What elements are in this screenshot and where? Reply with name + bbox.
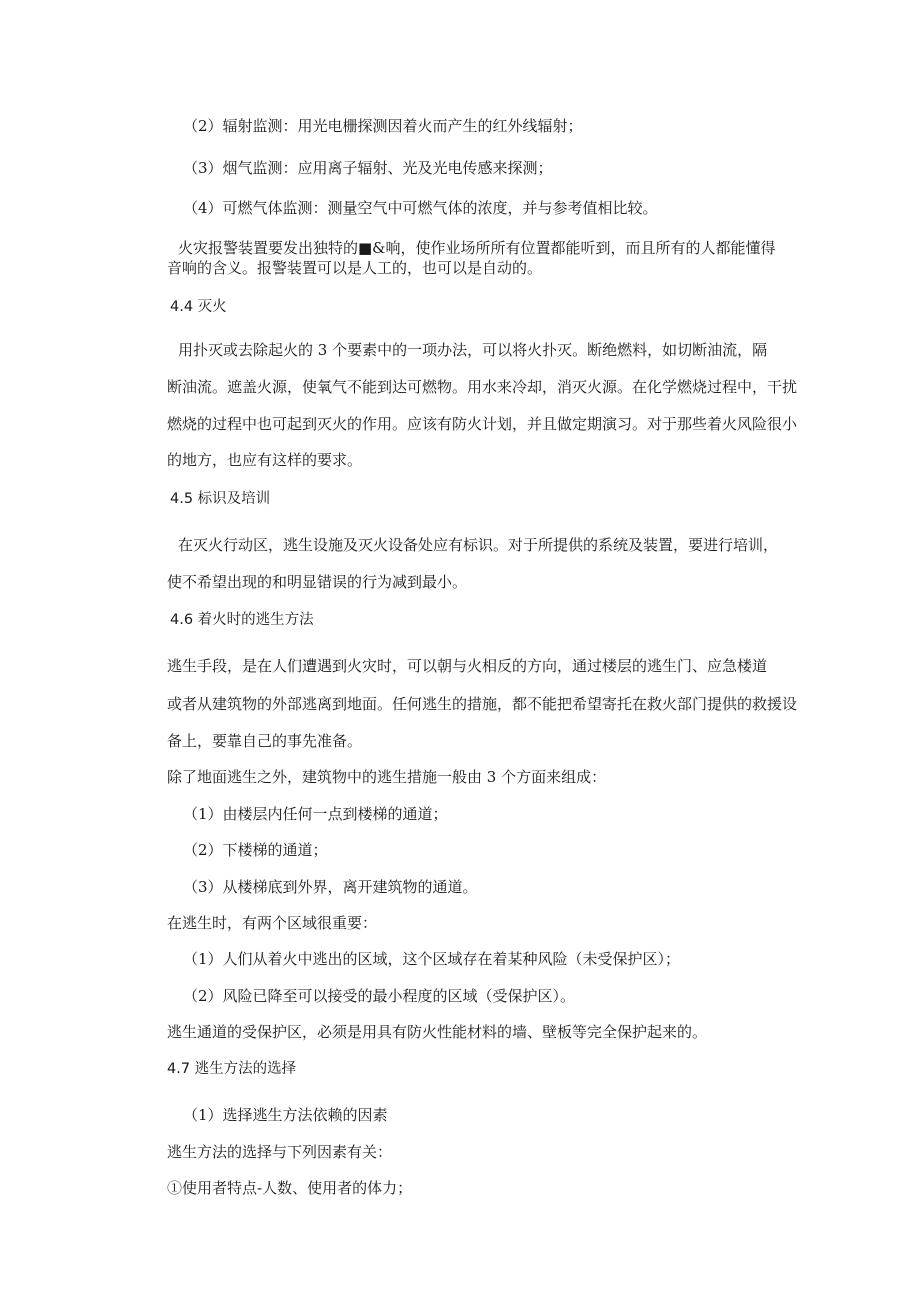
escape-paragraph-line-2: 或者从建筑物的外部逃离到地面。任何逃生的措施，都不能把希望寄托在救火部门提供的救援设	[167, 695, 798, 713]
section-heading-4-4: 4.4 灭火	[170, 299, 227, 315]
section-heading-4-6: 4.6 着火时的逃生方法	[170, 612, 314, 628]
list-item-factor-1: ①使用者特点-人数、使用者的体力；	[167, 1179, 413, 1197]
alarm-paragraph-line-1: 火灾报警装置要发出独特的■&响，使作业场所所有位置都能听到，而且所有的人都能懂得	[178, 239, 776, 257]
list-item-radiation-monitoring: （2）辐射监测：用光电栅探测因着火而产生的红外线辐射；	[183, 117, 583, 135]
list-item-choice-1: （1）选择逃生方法依赖的因素	[183, 1106, 388, 1124]
escape-paragraph-line-1: 逃生手段，是在人们遭遇到火灾时，可以朝与火相反的方向，通过楼层的逃生门、应急楼道	[167, 657, 768, 675]
signage-paragraph-line-2: 使不希望出现的和明显错误的行为减到最小。	[167, 573, 468, 591]
list-item-zone-2: （2）风险已降至可以接受的最小程度的区域（受保护区）。	[183, 987, 576, 1005]
section-heading-4-5: 4.5 标识及培训	[170, 491, 271, 507]
escape-measures-intro: 除了地面逃生之外，建筑物中的逃生措施一般由 3 个方面来组成：	[167, 768, 607, 786]
list-item-smoke-monitoring: （3）烟气监测：应用离子辐射、光及光电传感来探测；	[183, 159, 553, 177]
protected-route-paragraph: 逃生通道的受保护区，必须是用具有防火性能材料的墙、壁板等完全保护起来的。	[167, 1023, 708, 1041]
list-item-gas-monitoring: （4）可燃气体监测：测量空气中可燃气体的浓度，并与参考值相比较。	[183, 199, 658, 217]
signage-paragraph-line-1: 在灭火行动区，逃生设施及灭火设备处应有标识。对于所提供的系统及装置，要进行培训，	[178, 536, 779, 554]
list-item-measure-3: （3）从楼梯底到外界，离开建筑物的通道。	[183, 878, 478, 896]
extinguish-paragraph-line-3: 燃烧的过程中也可起到灭火的作用。应该有防火计划，并且做定期演习。对于那些着火风险很小	[167, 415, 798, 433]
alarm-paragraph-line-2: 音响的含义。报警装置可以是人工的，也可以是自动的。	[167, 259, 543, 277]
list-item-measure-1: （1）由楼层内任何一点到楼梯的通道；	[183, 805, 448, 823]
extinguish-paragraph-line-4: 的地方，也应有这样的要求。	[167, 451, 363, 469]
escape-paragraph-line-3: 备上，要靠自己的事先准备。	[167, 732, 363, 750]
extinguish-paragraph-line-2: 断油流。遮盖火源，使氧气不能到达可燃物。用水来冷却，消灭火源。在化学燃烧过程中，干扰	[167, 378, 798, 396]
choice-factors-intro: 逃生方法的选择与下列因素有关：	[167, 1143, 393, 1161]
list-item-measure-2: （2）下楼梯的通道；	[183, 841, 328, 859]
extinguish-paragraph-line-1: 用扑灭或去除起火的 3 个要素中的一项办法，可以将火扑灭。断绝燃料，如切断油流，隔	[178, 341, 768, 359]
section-heading-4-7: 4.7 逃生方法的选择	[167, 1061, 297, 1077]
zones-intro: 在逃生时，有两个区域很重要：	[167, 914, 378, 932]
list-item-zone-1: （1）人们从着火中逃出的区域，这个区域存在着某种风险（未受保护区）；	[183, 950, 681, 968]
